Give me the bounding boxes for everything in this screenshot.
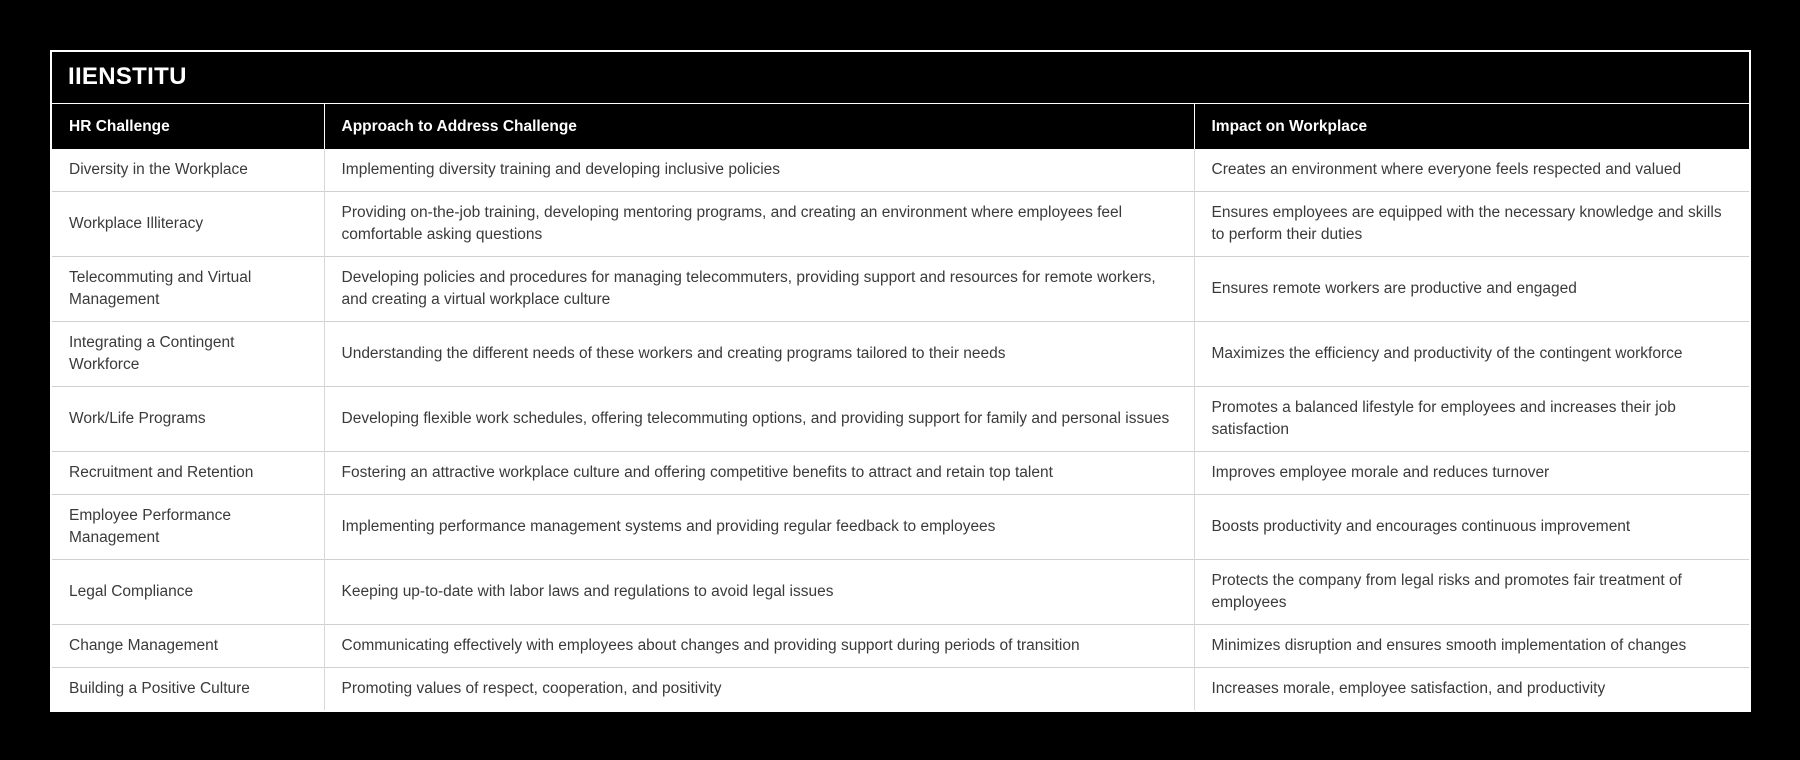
cell-impact: Improves employee morale and reduces turnover [1194,452,1749,495]
column-header-hr-challenge: HR Challenge [52,104,324,149]
table-row [52,192,1749,257]
cell-challenge: Diversity in the Workplace [52,149,324,192]
cell-approach: Developing flexible work schedules, offering telecommuting options, and providing support for family and personal issues [324,387,1194,452]
table-row [52,495,1749,560]
table-row [52,257,1749,322]
cell-impact: Promotes a balanced lifestyle for employees and increases their job satisfaction [1194,387,1749,452]
cell-impact: Boosts productivity and encourages continuous improvement [1194,495,1749,560]
cell-challenge: Work/Life Programs [52,387,324,452]
cell-challenge: Workplace Illiteracy [52,192,324,257]
cell-approach: Promoting values of respect, cooperation, and positivity [324,668,1194,711]
table-header-row [52,104,1749,149]
table-row [52,149,1749,192]
cell-impact: Minimizes disruption and ensures smooth implementation of changes [1194,625,1749,668]
cell-impact: Ensures remote workers are productive and engaged [1194,257,1749,322]
cell-challenge: Change Management [52,625,324,668]
cell-approach: Developing policies and procedures for managing telecommuters, providing support and resources for remote workers, and creating a virtual workplace culture [324,257,1194,322]
cell-impact: Ensures employees are equipped with the necessary knowledge and skills to perform their duties [1194,192,1749,257]
cell-approach: Providing on-the-job training, developing mentoring programs, and creating an environment where employees feel comfortable asking questions [324,192,1194,257]
cell-impact: Creates an environment where everyone feels respected and valued [1194,149,1749,192]
cell-approach: Keeping up-to-date with labor laws and regulations to avoid legal issues [324,560,1194,625]
table-row [52,560,1749,625]
cell-impact: Increases morale, employee satisfaction, and productivity [1194,668,1749,711]
column-header-impact: Impact on Workplace [1194,104,1749,149]
cell-challenge: Integrating a Contingent Workforce [52,322,324,387]
cell-challenge: Building a Positive Culture [52,668,324,711]
cell-approach: Understanding the different needs of these workers and creating programs tailored to their needs [324,322,1194,387]
hr-challenges-table-card [50,50,1751,712]
cell-challenge: Telecommuting and Virtual Management [52,257,324,322]
cell-impact: Protects the company from legal risks and promotes fair treatment of employees [1194,560,1749,625]
hr-challenges-table [52,104,1749,710]
cell-challenge: Legal Compliance [52,560,324,625]
cell-impact: Maximizes the efficiency and productivity of the contingent workforce [1194,322,1749,387]
cell-approach: Implementing diversity training and developing inclusive policies [324,149,1194,192]
cell-challenge: Recruitment and Retention [52,452,324,495]
cell-approach: Implementing performance management systems and providing regular feedback to employees [324,495,1194,560]
cell-approach: Communicating effectively with employees about changes and providing support during periods of transition [324,625,1194,668]
table-row [52,668,1749,711]
brand-title: IIENSTITU [52,52,1749,104]
cell-challenge: Employee Performance Management [52,495,324,560]
cell-approach: Fostering an attractive workplace culture and offering competitive benefits to attract and retain top talent [324,452,1194,495]
table-row [52,322,1749,387]
table-row [52,387,1749,452]
table-row [52,625,1749,668]
column-header-approach: Approach to Address Challenge [324,104,1194,149]
table-row [52,452,1749,495]
